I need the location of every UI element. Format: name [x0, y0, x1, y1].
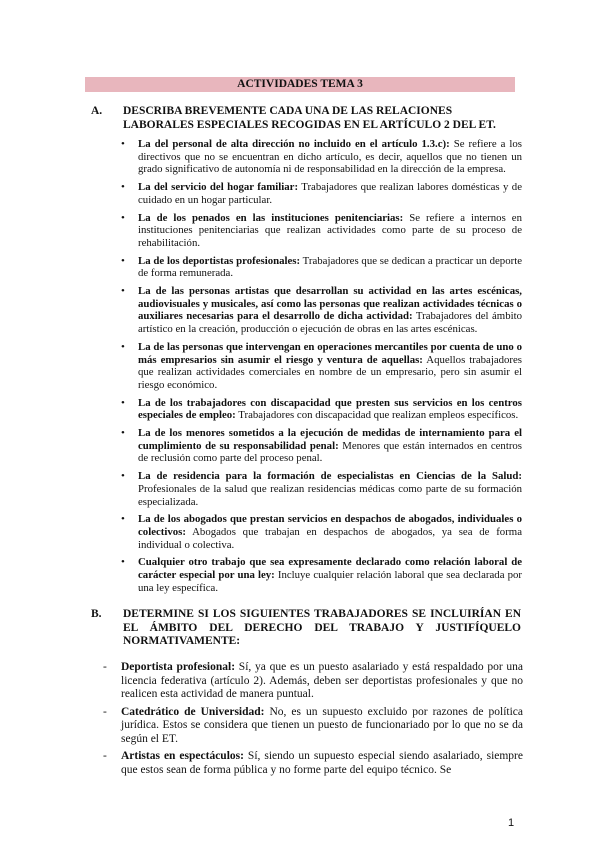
bullet-icon: • — [121, 427, 125, 440]
bullet-icon: • — [121, 181, 125, 194]
item-term: La de los trabajadores con discapacidad que presten sus servicios en los centros especiales de empleo: — [138, 396, 522, 422]
list-item — [121, 470, 522, 508]
section-b-list — [103, 661, 523, 781]
section-b-heading — [91, 608, 521, 649]
list-item — [121, 427, 523, 465]
item-description: Se refiere a internos en instituciones penitenciarias que realizan actividades como parte de su proceso de rehabilitación. — [138, 211, 522, 249]
item-description: Sí, ya que es un puesto asalariado y está respaldado por una licencia federativa (artículo 2). Además, deben ser deportistas profesionales y que no realicen esta actividad de manera puntual. — [121, 661, 523, 700]
item-description: Sí, siendo un supuesto especial siendo asalariado, siempre que estos sean de forma pública y no forme parte del equipo técnico. Se — [121, 750, 523, 776]
item-term: Catedrático de Universidad: — [121, 705, 265, 718]
list-item — [103, 750, 523, 777]
item-description: Menores que están internados en centros de reclusión como parte del proceso penal. — [138, 439, 523, 465]
bullet-icon: • — [121, 285, 125, 298]
list-item — [103, 661, 523, 702]
list-item — [121, 211, 522, 250]
bullet-icon: • — [121, 513, 125, 526]
document-title: ACTIVIDADES TEMA 3 — [85, 77, 515, 92]
item-term: La de los deportistas profesionales: — [138, 254, 301, 267]
item-term: Artistas en espectáculos: — [121, 750, 244, 762]
dash-bullet: - — [103, 661, 107, 673]
item-description: Se refiere a los directivos que no se encuentran en dicho artículo, es decir, aquellos que no tienen un grado significativo de autonomía ni de responsabilidad en la dirección de la empresa. — [138, 138, 522, 176]
section-b-heading-text: DETERMINE SI LOS SIGUIENTES TRABAJADORES SE INCLUIRÍAN EN EL ÁMBITO DEL DERECHO DEL TRABAJO Y JUSTIFÍQUELO NORMATIVAMENTE: — [123, 608, 521, 648]
bullet-icon: • — [121, 556, 125, 569]
section-a-list — [121, 138, 523, 600]
item-description: Trabajadores del ámbito artístico en la creación, producción o ejecución de obras en las artes escénicas. — [138, 310, 522, 336]
list-item — [121, 138, 522, 176]
list-item — [121, 556, 522, 594]
item-description: Incluye cualquier relación laboral que sea declarada por una ley específica. — [138, 569, 522, 594]
bullet-icon: • — [121, 138, 125, 150]
bullet-icon: • — [121, 396, 125, 409]
list-item — [121, 181, 522, 206]
bullet-icon: • — [121, 340, 125, 353]
dash-bullet: - — [103, 705, 107, 718]
item-term: La de los menores sometidos a la ejecución de medidas de internamiento para el cumplimiento de su responsabilidad penal: — [138, 427, 522, 452]
item-term: La del personal de alta dirección no incluido en el artículo 1.3.c): — [138, 138, 450, 150]
item-description: Aquellos trabajadores que realizan actividades comerciales en nombre de un empresario, pero sin asumir el riesgo económico. — [138, 353, 523, 391]
list-item — [121, 285, 522, 336]
section-a-heading-text: DESCRIBA BREVEMENTE CADA UNA DE LAS RELACIONES LABORALES ESPECIALES RECOGIDAS EN EL ARTÍCULO 2 DEL ET. — [123, 105, 496, 131]
item-term: La de los abogados que prestan servicios en despachos de abogados, individuales o colectivos: — [138, 513, 522, 538]
dash-bullet: - — [103, 750, 107, 762]
list-item — [103, 706, 523, 747]
item-description: Profesionales de la salud que realizan residencias médicas como parte de su formación especializada. — [138, 482, 522, 508]
page-number: 1 — [508, 817, 515, 829]
section-b-letter: B. — [91, 608, 102, 620]
bullet-icon: • — [121, 211, 125, 224]
list-item — [121, 340, 523, 392]
item-term: Deportista profesional: — [121, 661, 236, 673]
item-term: Cualquier otro trabajo que sea expresamente declarado como relación laboral de carácter especial por una ley: — [138, 556, 522, 582]
item-term: La de las personas que intervengan en operaciones mercantiles por cuenta de uno o más empresarios sin asumir el riesgo y ventura de aquellas: — [138, 340, 522, 366]
list-item — [121, 396, 522, 422]
item-term: La de los penados en las instituciones penitenciarias: — [138, 211, 404, 224]
item-description: No, es un supuesto excluido por razones de política jurídica. Estos se considera que tienen un puesto de funcionariado por lo que no se da según el ET. — [121, 705, 523, 745]
section-a-letter: A. — [91, 105, 103, 117]
list-item — [121, 513, 522, 551]
item-description: Abogados que trabajan en despachos de abogados, ya sea de forma individual o colectiva. — [138, 525, 522, 551]
item-term: La de residencia para la formación de especialistas en Ciencias de la Salud: — [138, 470, 522, 483]
bullet-icon: • — [121, 470, 125, 483]
bullet-icon: • — [121, 254, 125, 267]
item-term: La del servicio del hogar familiar: — [138, 181, 299, 194]
list-item — [121, 254, 522, 280]
item-description: Trabajadores que realizan labores domésticas y de cuidado en un hogar particular. — [138, 181, 522, 206]
item-description: Trabajadores que se dedican a practicar un deporte de forma remunerada. — [138, 254, 522, 280]
section-a-heading — [91, 105, 521, 132]
item-description: Trabajadores con discapacidad que realizan empleos específicos. — [235, 409, 519, 422]
item-term: La de las personas artistas que desarrollan su actividad en las artes escénicas, audiovisuales y musicales, así como las personas que realizan actividades técnicas o auxiliares necesarias para el desarrollo de dicha actividad: — [138, 285, 522, 323]
